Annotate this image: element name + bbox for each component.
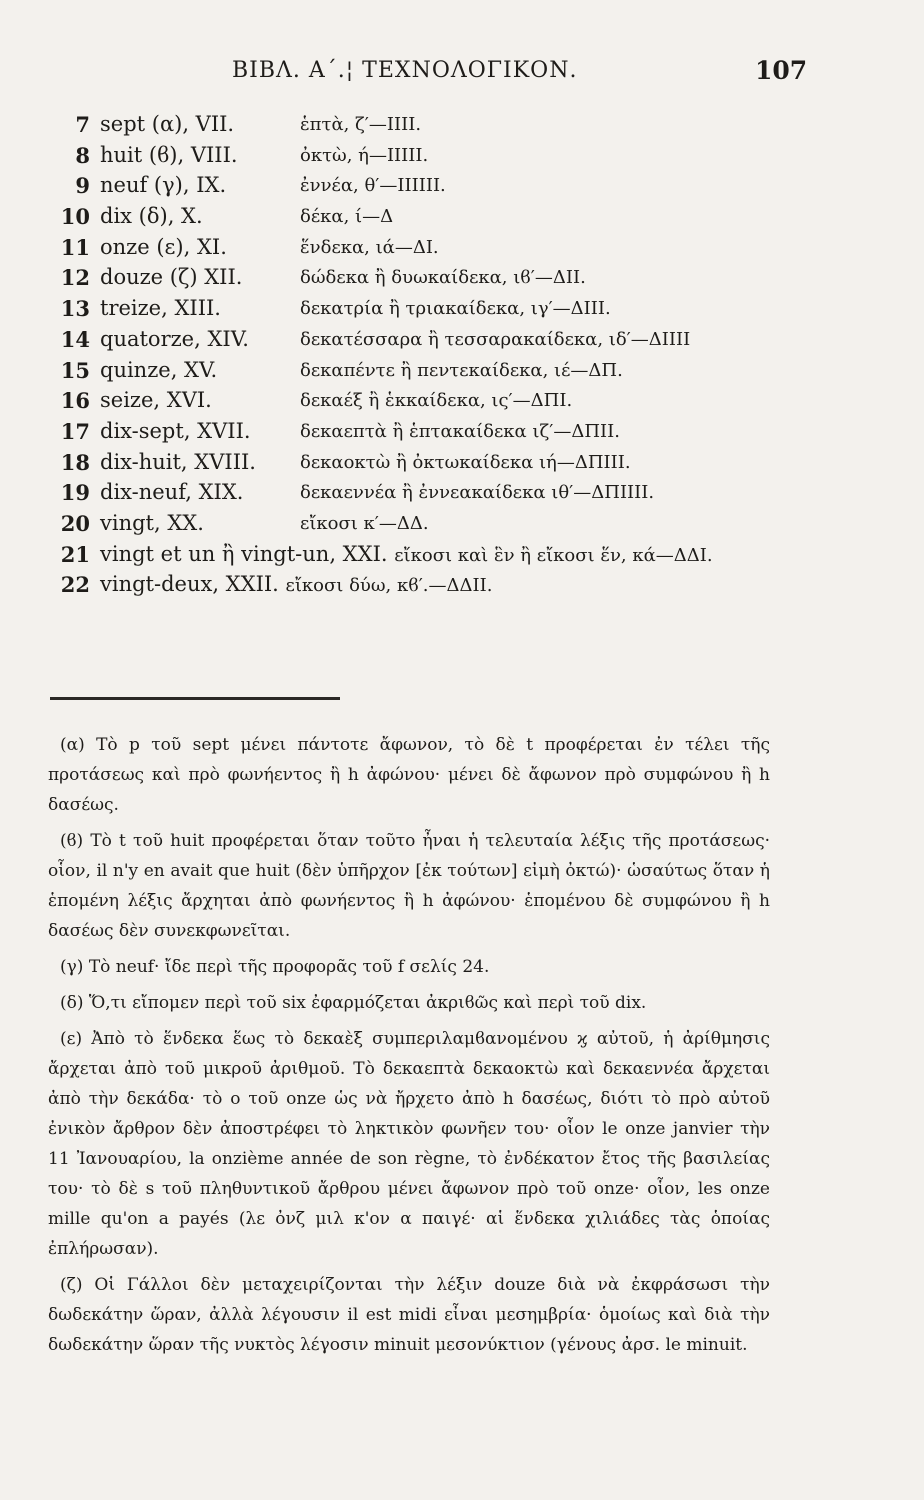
- item-number: 10: [60, 204, 90, 230]
- item-number: 12: [60, 265, 90, 291]
- item-number: 7: [75, 112, 90, 137]
- footnote: (γ) Τὸ neuf· ἴδε περὶ τῆς προφορᾶς τοῦ f σελίς 24.: [60, 957, 490, 977]
- greek-term: ἐννέα, θ′—IIIIII.: [300, 175, 446, 197]
- list-item: [0, 296, 924, 327]
- list-item: [0, 204, 924, 235]
- french-term: quatorze, XIV.: [100, 326, 249, 351]
- page-header: [0, 58, 924, 98]
- list-item: [0, 480, 924, 511]
- french-term: douze (ζ) XII.: [100, 265, 243, 290]
- list-item: [0, 572, 924, 603]
- list-item: [0, 327, 924, 358]
- french-term: treize, XIII.: [100, 296, 221, 321]
- greek-term: ἑπτὰ, ζ′—IIII.: [300, 114, 422, 135]
- item-number: 20: [60, 510, 90, 536]
- french-term: vingt et un ἢ vingt-un, XXI.: [100, 541, 388, 566]
- greek-term: εἴκοσι καὶ ἓν ἢ εἴκοσι ἕν, κά—ΔΔI.: [394, 544, 713, 566]
- list-item: [0, 235, 924, 266]
- item-number: 19: [60, 480, 90, 506]
- list-item: [0, 112, 924, 143]
- footnote: (α) Τὸ p τοῦ sept μένει πάντοτε ἄφωνον, τὸ δὲ t προφέρεται ἐν τέλει τῆς προτάσεως καὶ πρὸ φωνήεντος ἢ h ἀφώνου· μένει δὲ ἄφωνον πρὸ συμφώνου ἢ h δασέως.: [48, 735, 770, 815]
- item-number: 8: [75, 142, 90, 168]
- running-title: ΒΙΒΛ. Α΄.¦ ΤΕΧΝΟΛΟΓΙΚΟΝ.: [232, 58, 578, 83]
- greek-term: εἴκοσι δύω, κϐ′.—ΔΔII.: [285, 575, 493, 597]
- item-number: 22: [60, 572, 90, 598]
- item-number: 15: [60, 357, 90, 383]
- french-term: seize, XVI.: [100, 388, 212, 413]
- list-item: [0, 388, 924, 419]
- item-number: 18: [60, 449, 90, 475]
- list-item: [0, 450, 924, 481]
- list-item: [0, 358, 924, 389]
- item-number: 14: [60, 326, 90, 352]
- footnote: (δ) Ὅ,τι εἴπομεν περὶ τοῦ six ἐφαρμόζεται ἀκριϐῶς καὶ περὶ τοῦ dix.: [60, 993, 647, 1013]
- french-term: vingt-deux, XXII.: [100, 572, 279, 597]
- french-term: dix-huit, XVIII.: [100, 449, 256, 474]
- greek-term: δέκα, ί—Δ: [300, 206, 394, 228]
- footnote: (ζ) Οἱ Γάλλοι δὲν μεταχειρίζονται τὴν λέξιν douze διὰ νὰ ἐκφράσωσι τὴν δωδεκάτην ὥραν, ἀλλὰ λέγουσιν il est midi εἶναι μεσημβρία· ὁμοίως καὶ διὰ τὴν δωδεκάτην ὥραν τῆς νυκτὸς λέγοσιν minuit μεσονύκτιον (γένους ἀρσ. le minuit.: [48, 1275, 770, 1355]
- greek-term: δεκατρία ἢ τριακαίδεκα, ιγ′—ΔIII.: [300, 298, 611, 320]
- footnote-divider: [50, 697, 340, 700]
- french-term: dix-sept, XVII.: [100, 418, 251, 443]
- greek-term: δεκαέξ ἢ ἑκκαίδεκα, ις′—ΔΠI.: [300, 390, 573, 412]
- greek-term: ὀκτὼ, ή—IIIII.: [300, 144, 429, 166]
- item-number: 13: [60, 296, 90, 322]
- greek-term: δεκαπέντε ἢ πεντεκαίδεκα, ιέ—ΔΠ.: [300, 359, 623, 381]
- french-term: onze (ε), XI.: [100, 234, 227, 259]
- greek-term: δώδεκα ἢ δυωκαίδεκα, ιϐ′—ΔII.: [300, 267, 586, 289]
- greek-term: δεκαοκτὼ ἢ ὀκτωκαίδεκα ιή—ΔΠIII.: [300, 451, 631, 473]
- item-number: 11: [60, 234, 90, 260]
- french-term: huit (ϐ), VIII.: [100, 142, 238, 167]
- french-term: dix (δ), X.: [100, 204, 203, 229]
- list-item: [0, 265, 924, 296]
- list-item-line: [100, 572, 492, 596]
- item-number: 9: [75, 173, 90, 199]
- list-item: [0, 542, 924, 573]
- french-term: sept (α), VII.: [100, 112, 235, 136]
- footnote: (ϐ) Τὸ t τοῦ huit προφέρεται ὅταν τοῦτο ἦναι ἡ τελευταία λέξις τῆς προτάσεως· οἷον, il n'y en avait que huit (δὲν ὑπῆρχον [ἐκ τούτων] εἰμὴ ὀκτώ)· ὡσαύτως ὅταν ἡ ἑπομένη λέξις ἄρχηται ἀπὸ φωνήεντος ἢ h ἀφώνου· ἑπομένου δὲ συμφώνου ἢ h δασέως δὲν συνεκφωνεῖται.: [48, 831, 770, 941]
- item-number: 17: [60, 418, 90, 444]
- greek-term: δεκαεπτὰ ἢ ἑπτακαίδεκα ιζ′—ΔΠII.: [300, 420, 620, 442]
- french-term: neuf (γ), IX.: [100, 173, 227, 198]
- item-number: 21: [60, 541, 90, 567]
- list-item: [0, 173, 924, 204]
- greek-term: εἴκοσι κ′—ΔΔ.: [300, 512, 429, 534]
- footnotes: [48, 730, 770, 1366]
- numbers-list: [0, 112, 924, 603]
- french-term: quinze, XV.: [100, 357, 218, 382]
- greek-term: δεκαεννέα ἢ ἐννεακαίδεκα ιθ′—ΔΠIIII.: [300, 482, 655, 504]
- greek-term: ἕνδεκα, ιά—ΔI.: [300, 236, 439, 258]
- list-item: [0, 511, 924, 542]
- french-term: dix-neuf, XIX.: [100, 480, 244, 505]
- footnote: (ε) Ἀπὸ τὸ ἕνδεκα ἕως τὸ δεκαὲξ συμπεριλαμϐανομένου ϗ αὐτοῦ, ἡ ἀρίθμησις ἄρχεται ἀπὸ τοῦ μικροῦ ἀριθμοῦ. Τὸ δεκαεπτὰ δεκαοκτὼ καὶ δεκαεννέα ἄρχεται ἀπὸ τὴν δεκάδα· τὸ o τοῦ onze ὡς νὰ ἤρχετο ἀπὸ h δασέως, διότι τὸ πρὸ αὐτοῦ ἐνικὸν ἄρθρον δὲν ἀποστρέφει τὸ ληκτικὸν φωνῆεν του· οἷον le onze janvier τὴν 11 Ἰανουαρίου, la onzième année de son règne, τὸ ἐνδέκατον ἔτος τῆς βασιλείας του· τὸ δὲ s τοῦ πληθυντικοῦ ἄρθρου μένει ἄφωνον πρὸ τοῦ onze· οἷον, les onze mille qu'on a payés (λε ὀνζ μιλ κ'ον α παιγέ· αἱ ἕνδεκα χιλιάδες τὰς ὁποίας ἐπλήρωσαν).: [48, 1029, 770, 1259]
- list-item: [0, 419, 924, 450]
- list-item-line: [100, 542, 713, 566]
- greek-term: δεκατέσσαρα ἢ τεσσαρακαίδεκα, ιδ′—ΔIIII: [300, 328, 691, 350]
- item-number: 16: [60, 388, 90, 414]
- page-number: 107: [755, 56, 808, 85]
- list-item: [0, 143, 924, 174]
- french-term: vingt, XX.: [100, 510, 204, 535]
